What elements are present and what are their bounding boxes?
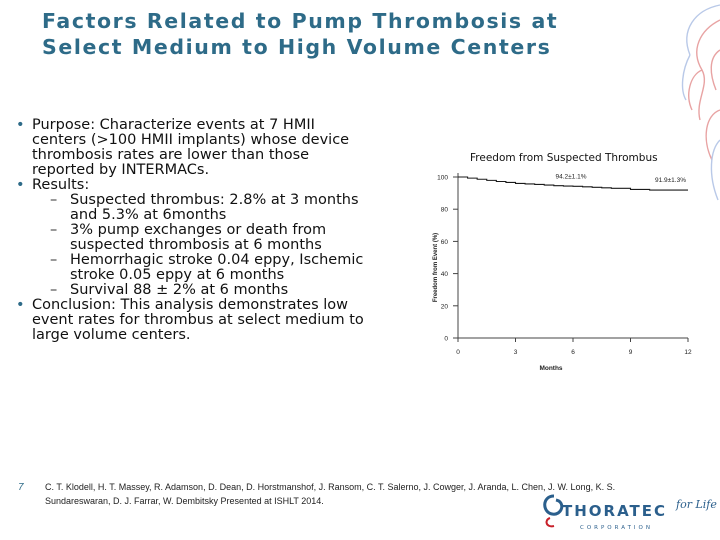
km-curve-chart bbox=[420, 165, 710, 375]
result-item bbox=[14, 253, 424, 283]
page-number: 7 bbox=[18, 482, 24, 493]
dash-marker: – bbox=[50, 222, 58, 238]
y-tick-label: 60 bbox=[440, 238, 448, 246]
result-item-text: stroke 0.05 eppy at 6 months bbox=[70, 267, 285, 283]
result-item-text: and 5.3% at 6months bbox=[70, 207, 227, 223]
title-line-1: Factors Related to Pump Thrombosis at bbox=[42, 9, 559, 33]
logo-tagline: CORPORATION bbox=[580, 525, 653, 531]
x-tick-label: 9 bbox=[628, 349, 633, 356]
purpose-text-4: reported by INTERMACs. bbox=[32, 162, 210, 178]
slide-title bbox=[42, 8, 642, 60]
x-tick-label: 3 bbox=[513, 349, 518, 356]
result-item bbox=[14, 223, 424, 253]
bullet-marker: • bbox=[16, 117, 25, 133]
result-item-text: Survival 88 ± 2% at 6 months bbox=[70, 282, 289, 298]
title-line-2: Select Medium to High Volume Centers bbox=[42, 35, 552, 59]
x-axis-label: Months bbox=[539, 365, 563, 372]
bullet-list bbox=[14, 118, 424, 343]
logo-wordmark: THORATEC bbox=[562, 502, 668, 520]
bullet-results bbox=[14, 178, 424, 193]
logo-script: for Life bbox=[676, 498, 717, 511]
purpose-text-3: thrombosis rates are lower than those bbox=[32, 147, 310, 163]
conclusion-line-1: Conclusion: This analysis demonstrates low bbox=[32, 297, 348, 313]
dash-marker: – bbox=[50, 252, 58, 268]
bullet-purpose bbox=[14, 118, 424, 178]
conclusion-line-2: event rates for thrombus at select medium to bbox=[32, 312, 364, 328]
bullet-marker: • bbox=[16, 177, 25, 193]
y-tick-label: 0 bbox=[444, 335, 448, 343]
result-item-text: Suspected thrombus: 2.8% at 3 months bbox=[70, 192, 359, 208]
conclusion-line-3: large volume centers. bbox=[32, 327, 191, 343]
purpose-text-2: centers (>100 HMII implants) whose device bbox=[32, 132, 350, 148]
y-tick-label: 40 bbox=[440, 271, 448, 279]
chart-title: Freedom from Suspected Thrombus bbox=[470, 152, 658, 164]
purpose-text-1: Characterize events at 7 HMII bbox=[95, 117, 315, 133]
result-item-text: suspected thrombosis at 6 months bbox=[70, 237, 322, 253]
y-tick-label: 80 bbox=[440, 206, 448, 214]
bullet-conclusion bbox=[14, 298, 424, 343]
reference-line-1: C. T. Klodell, H. T. Massey, R. Adamson, D. Dean, D. Horstmanshof, J. Ransom, C. T. Salerno, J. Cowger, J. Aranda, L. Chen, J. W. Long, K. S. bbox=[45, 482, 616, 492]
dash-marker: – bbox=[50, 192, 58, 208]
curve-annotation: 94.2±1.1% bbox=[555, 173, 587, 181]
purpose-label: Purpose: bbox=[32, 117, 96, 133]
reference-line-2: Sundareswaran, D. J. Farrar, W. Dembitsky Presented at ISHLT 2014. bbox=[45, 496, 324, 506]
result-item bbox=[14, 283, 424, 298]
result-item-text: 3% pump exchanges or death from bbox=[70, 222, 327, 238]
thoratec-logo bbox=[540, 488, 717, 534]
result-item bbox=[14, 193, 424, 223]
bullet-marker: • bbox=[16, 297, 25, 313]
x-tick-label: 12 bbox=[684, 349, 692, 356]
y-tick-label: 20 bbox=[440, 303, 448, 311]
curve-annotation: 91.9±1.3% bbox=[654, 177, 686, 185]
result-item-text: Hemorrhagic stroke 0.04 eppy, Ischemic bbox=[70, 252, 364, 268]
x-tick-label: 6 bbox=[571, 349, 575, 356]
y-tick-label: 100 bbox=[437, 174, 448, 182]
dash-marker: – bbox=[50, 282, 58, 298]
logo-swirl-icon bbox=[545, 496, 562, 526]
y-axis-label: Freedom from Event (%) bbox=[433, 232, 439, 303]
x-tick-label: 0 bbox=[456, 349, 460, 356]
results-label: Results: bbox=[32, 177, 90, 193]
